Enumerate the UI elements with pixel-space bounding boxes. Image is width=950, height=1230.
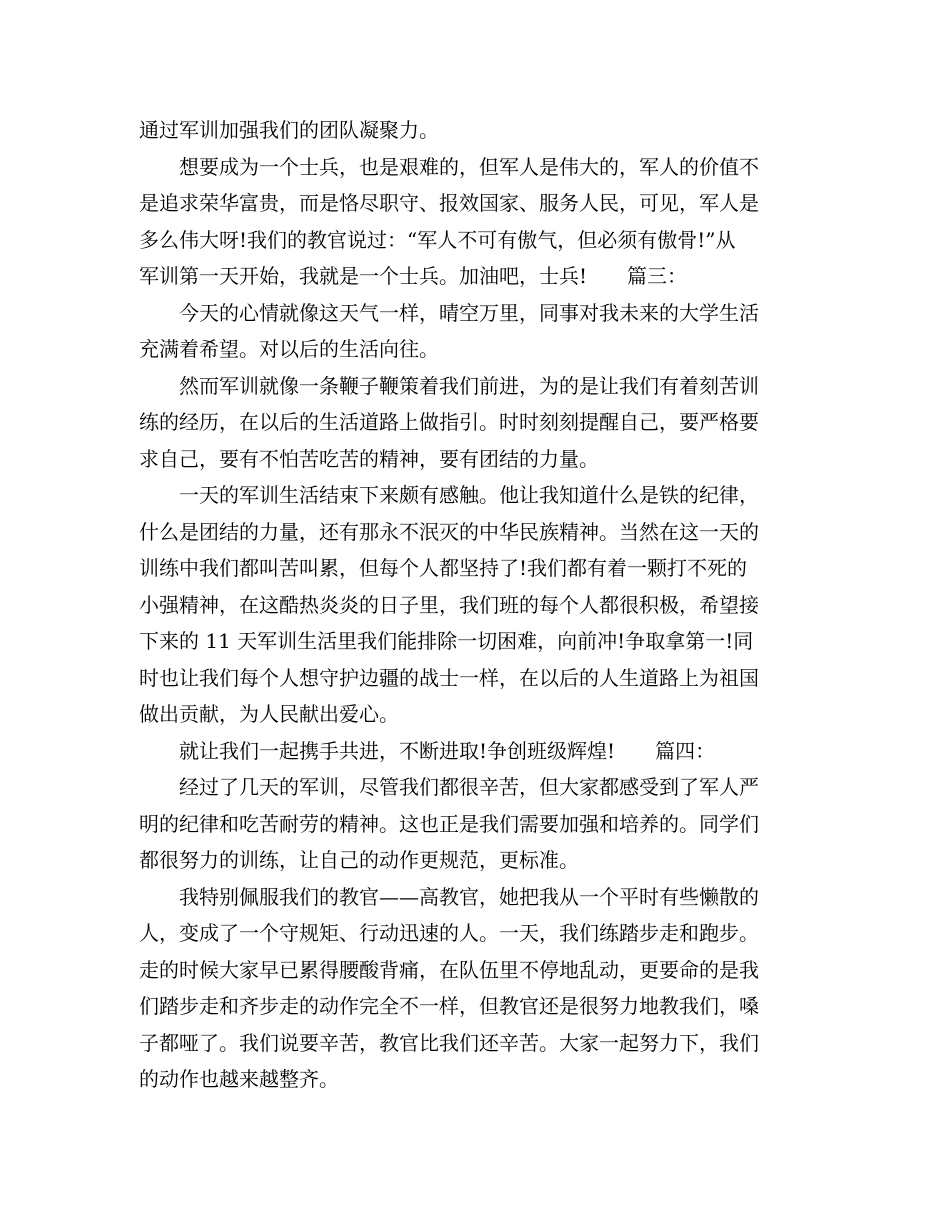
text-line: 多么伟大呀!我们的教官说过：“军人不可有傲气，但必须有傲骨!”从 [139,227,736,252]
text-line: 充满着希望。对以后的生活向往。 [139,337,439,361]
text-line: 军训第一天开始，我就是一个士兵。加油吧，士兵! 篇三： [139,264,688,288]
text-line: 练的经历，在以后的生活道路上做指引。时时刻刻提醒自己，要严格要 [139,410,759,434]
text-line: 想要成为一个士兵，也是艰难的，但军人是伟大的，军人的价值不 [179,154,759,179]
text-line: 都很努力的训练，让自己的动作更规范，更标准。 [139,848,579,872]
document-body [139,112,815,1098]
text-line: 我特别佩服我们的教官——高教官，她把我从一个平时有些懒散的 [179,884,759,909]
text-line: 什么是团结的力量，还有那永不泯灭的中华民族精神。当然在这一天的 [139,519,759,544]
text-line: 走的时候大家早已累得腰酸背痛，在队伍里不停地乱动，更要命的是我 [139,957,759,982]
text-line: 们踏步走和齐步走的动作完全不一样，但教官还是很努力地教我们，嗓 [139,994,759,1018]
text-line: 通过军训加强我们的团队凝聚力。 [139,118,439,142]
text-line: 做出贡献，为人民献出爱心。 [139,702,399,726]
text-line: 子都哑了。我们说要辛苦，教官比我们还辛苦。大家一起努力下，我们 [139,1030,759,1055]
text-line: 时也让我们每个人想守护边疆的战士一样，在以后的人生道路上为祖国 [139,665,759,690]
text-line: 一天的军训生活结束下来颇有感触。他让我知道什么是铁的纪律， [179,483,759,507]
text-line: 下来的 11 天军训生活里我们能排除一切困难，向前冲!争取拿第一!同 [139,629,754,653]
text-line: 的动作也越来越整齐。 [139,1067,339,1091]
text-line: 人，变成了一个守规矩、行动迅速的人。一天，我们练踏步走和跑步。 [139,921,759,945]
text-line: 训练中我们都叫苦叫累，但每个人都坚持了!我们都有着一颗打不死的 [139,556,748,580]
text-line: 小强精神，在这酷热炎炎的日子里，我们班的每个人都很积极，希望接 [139,592,759,617]
text-line: 然而军训就像一条鞭子鞭策着我们前进，为的是让我们有着刻苦训 [179,373,759,398]
text-line: 是追求荣华富贵，而是恪尽职守、报效国家、服务人民，可见，军人是 [139,191,759,215]
text-line: 明的纪律和吃苦耐劳的精神。这也正是我们需要加强和培养的。同学们 [139,811,759,836]
text-line: 今天的心情就像这天气一样，晴空万里，同事对我未来的大学生活 [179,300,759,325]
text-line: 就让我们一起携手共进，不断进取!争创班级辉煌! 篇四： [179,738,716,763]
text-line: 求自己，要有不怕苦吃苦的精神，要有团结的力量。 [139,446,599,471]
text-line: 经过了几天的军训，尽管我们都很辛苦，但大家都感受到了军人严 [179,775,759,799]
